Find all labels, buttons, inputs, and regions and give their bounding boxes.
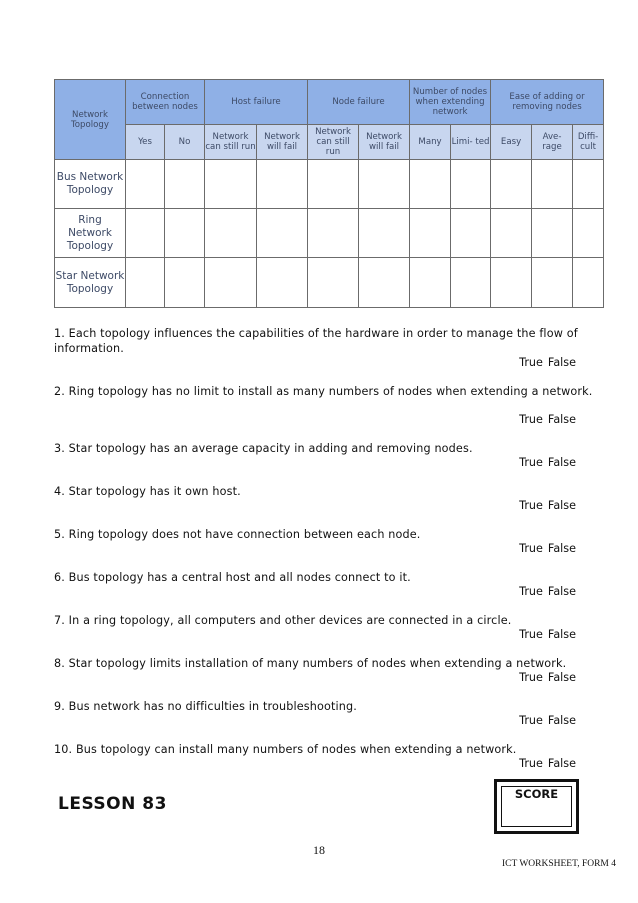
- false-option[interactable]: False: [547, 585, 576, 598]
- answer-cell[interactable]: [451, 209, 491, 258]
- answer-cell[interactable]: [205, 209, 257, 258]
- true-false-7: [519, 627, 576, 642]
- subheader-no: No: [165, 125, 205, 160]
- page-number: 18: [313, 843, 325, 857]
- true-false-3: [519, 455, 576, 470]
- header-connection-between-nodes: Connection between nodes: [126, 80, 205, 125]
- question-6: 6. Bus topology has a central host and all nodes connect to it.: [54, 571, 411, 584]
- answer-cell[interactable]: [165, 160, 205, 209]
- topology-table: [54, 79, 604, 308]
- score-box[interactable]: [494, 779, 579, 834]
- true-option[interactable]: True: [519, 714, 543, 727]
- question-8: 8. Star topology limits installation of many numbers of nodes when extending a network.: [54, 657, 567, 670]
- true-option[interactable]: True: [519, 671, 543, 684]
- answer-cell[interactable]: [410, 258, 451, 308]
- false-option[interactable]: False: [547, 413, 576, 426]
- question-2: 2. Ring topology has no limit to install as many numbers of nodes when extending a network.: [54, 385, 593, 398]
- answer-cell[interactable]: [532, 209, 573, 258]
- answer-cell[interactable]: [308, 160, 359, 209]
- answer-cell[interactable]: [491, 209, 532, 258]
- true-option[interactable]: True: [519, 585, 543, 598]
- answer-cell[interactable]: [165, 258, 205, 308]
- answer-cell[interactable]: [308, 209, 359, 258]
- answer-cell[interactable]: [359, 160, 410, 209]
- true-false-6: [519, 584, 576, 599]
- row-label-bus: Bus Network Topology: [55, 160, 126, 209]
- answer-cell[interactable]: [573, 160, 604, 209]
- subheader-host-will-fail: Network will fail: [257, 125, 308, 160]
- score-label: SCORE: [514, 787, 559, 801]
- answer-cell[interactable]: [205, 258, 257, 308]
- answer-cell[interactable]: [257, 209, 308, 258]
- header-ease-of-adding: Ease of adding or removing nodes: [491, 80, 604, 125]
- answer-cell[interactable]: [126, 160, 165, 209]
- answer-cell[interactable]: [126, 258, 165, 308]
- subheader-average: Ave- rage: [532, 125, 573, 160]
- answer-cell[interactable]: [165, 209, 205, 258]
- true-false-4: [519, 498, 576, 513]
- answer-cell[interactable]: [491, 160, 532, 209]
- true-option[interactable]: True: [519, 413, 543, 426]
- answer-cell[interactable]: [573, 209, 604, 258]
- true-option[interactable]: True: [519, 499, 543, 512]
- true-false-5: [519, 541, 576, 556]
- answer-cell[interactable]: [491, 258, 532, 308]
- false-option[interactable]: False: [547, 499, 576, 512]
- false-option[interactable]: False: [547, 456, 576, 469]
- true-option[interactable]: True: [519, 628, 543, 641]
- true-option[interactable]: True: [519, 456, 543, 469]
- answer-cell[interactable]: [257, 258, 308, 308]
- answer-cell[interactable]: [532, 160, 573, 209]
- answer-cell[interactable]: [410, 209, 451, 258]
- answer-cell[interactable]: [359, 258, 410, 308]
- false-option[interactable]: False: [547, 757, 576, 770]
- subheader-node-will-fail: Network will fail: [359, 125, 410, 160]
- subheader-many: Many: [410, 125, 451, 160]
- answer-cell[interactable]: [410, 160, 451, 209]
- row-label-ring: Ring Network Topology: [55, 209, 126, 258]
- false-option[interactable]: False: [547, 628, 576, 641]
- true-false-9: [519, 713, 576, 728]
- subheader-difficult: Diffi- cult: [573, 125, 604, 160]
- true-option[interactable]: True: [519, 757, 543, 770]
- header-number-of-nodes: Number of nodes when extending network: [410, 80, 491, 125]
- answer-cell[interactable]: [308, 258, 359, 308]
- table-row: [55, 160, 604, 209]
- true-option[interactable]: True: [519, 356, 543, 369]
- header-host-failure: Host failure: [205, 80, 308, 125]
- subheader-node-can-still-run: Network can still run: [308, 125, 359, 160]
- subheader-yes: Yes: [126, 125, 165, 160]
- footer-text: ICT WORKSHEET, FORM 4: [501, 859, 616, 869]
- subheader-host-can-still-run: Network can still run: [205, 125, 257, 160]
- answer-cell[interactable]: [451, 258, 491, 308]
- header-node-failure: Node failure: [308, 80, 410, 125]
- row-label-star: Star Network Topology: [55, 258, 126, 308]
- table-row: [55, 209, 604, 258]
- true-option[interactable]: True: [519, 542, 543, 555]
- false-option[interactable]: False: [547, 542, 576, 555]
- true-false-10: [519, 756, 576, 771]
- question-3: 3. Star topology has an average capacity in adding and removing nodes.: [54, 442, 473, 455]
- lesson-title: LESSON 83: [58, 794, 167, 814]
- false-option[interactable]: False: [547, 671, 576, 684]
- answer-cell[interactable]: [126, 209, 165, 258]
- true-false-1: [519, 355, 576, 370]
- true-false-2: [519, 412, 576, 427]
- subheader-easy: Easy: [491, 125, 532, 160]
- false-option[interactable]: False: [547, 714, 576, 727]
- answer-cell[interactable]: [257, 160, 308, 209]
- question-7: 7. In a ring topology, all computers and other devices are connected in a circle.: [54, 614, 512, 627]
- header-network-topology: Network Topology: [55, 80, 126, 160]
- answer-cell[interactable]: [573, 258, 604, 308]
- true-false-8: [519, 670, 576, 685]
- answer-cell[interactable]: [532, 258, 573, 308]
- answer-cell[interactable]: [451, 160, 491, 209]
- subheader-limited: Limi- ted: [451, 125, 491, 160]
- answer-cell[interactable]: [205, 160, 257, 209]
- question-4: 4. Star topology has it own host.: [54, 485, 241, 498]
- answer-cell[interactable]: [359, 209, 410, 258]
- question-10: 10. Bus topology can install many numbers of nodes when extending a network.: [54, 743, 517, 756]
- question-1: 1. Each topology influences the capabilities of the hardware in order to manage the flow of information.: [54, 327, 578, 355]
- question-9: 9. Bus network has no difficulties in troubleshooting.: [54, 700, 357, 713]
- table-row: [55, 258, 604, 308]
- question-5: 5. Ring topology does not have connection between each node.: [54, 528, 421, 541]
- false-option[interactable]: False: [547, 356, 576, 369]
